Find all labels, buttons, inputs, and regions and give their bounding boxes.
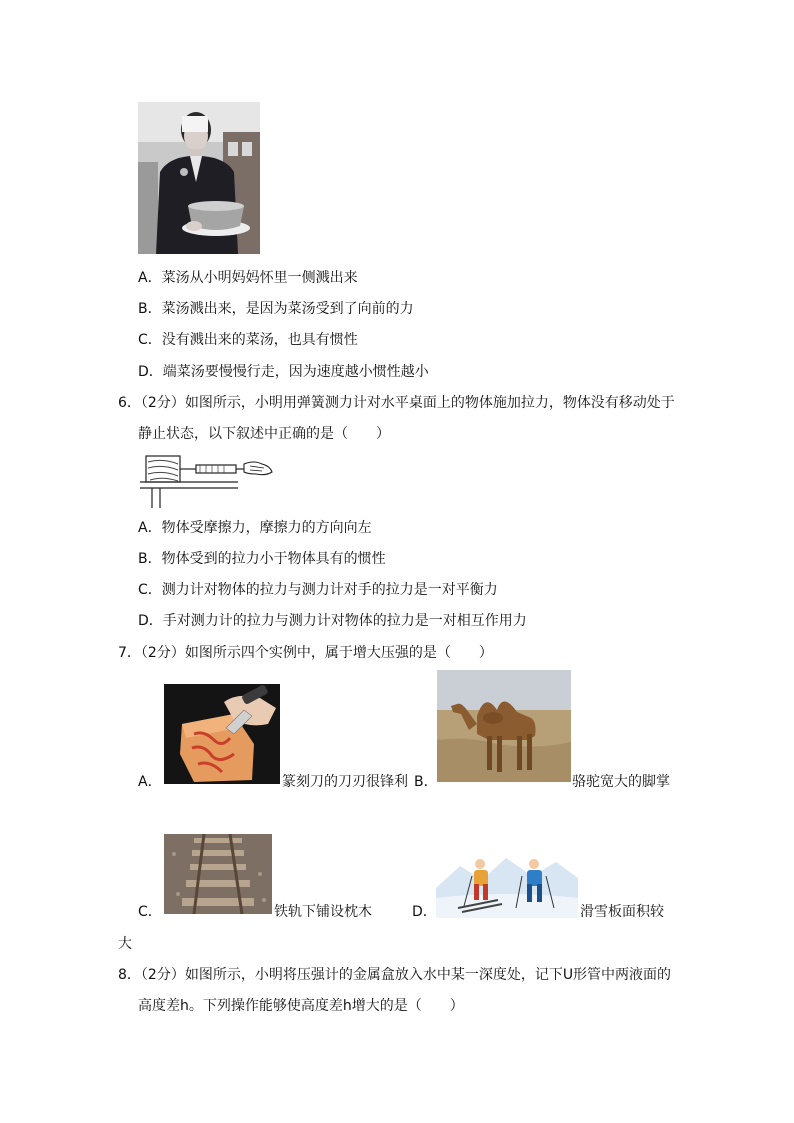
q7-a-letter: A． (138, 774, 162, 790)
q7-stem: 7．（2分）如图所示四个实例中，属于增大压强的是（ ） (118, 645, 493, 661)
skiers-illustration (436, 848, 578, 918)
q5-option-b: B．菜汤溅出来，是因为菜汤受到了向前的力 (138, 301, 414, 317)
q7-d-caption-part2: 大 (118, 936, 132, 952)
q6-stem-line2: 静止状态，以下叙述中正确的是（ ） (138, 426, 390, 442)
q5-option-c: C．没有溅出来的菜汤，也具有惯性 (138, 332, 358, 348)
q7-a-caption: 篆刻刀的刀刃很锋利 (282, 774, 408, 790)
railway-track-photo (164, 834, 272, 914)
q7-d-caption-part1: 滑雪板面积较 (580, 904, 664, 920)
seal-carving-photo (164, 684, 280, 784)
q7-b-letter: B． (414, 774, 438, 790)
q8-stem-line1: 8．（2分）如图所示，小明将压强计的金属盒放入水中某一深度处，记下U形管中两液面的 (118, 967, 672, 983)
q6-option-c: C．测力计对物体的拉力与测力计对手的拉力是一对平衡力 (138, 582, 498, 598)
q6-option-d: D．手对测力计的拉力与测力计对物体的拉力是一对相互作用力 (138, 613, 527, 629)
q7-c-letter: C． (138, 904, 162, 920)
camel-photo (437, 670, 571, 782)
spring-scale-diagram (138, 452, 278, 510)
q6-stem-line1: 6．（2分）如图所示，小明用弹簧测力计对水平桌面上的物体施加拉力，物体没有移动处于 (118, 395, 675, 411)
q6-option-b: B．物体受到的拉力小于物体具有的惯性 (138, 551, 386, 567)
q6-option-a: A．物体受摩擦力，摩擦力的方向向左 (138, 520, 372, 536)
q7-d-letter: D． (412, 904, 437, 920)
q8-stem-line2: 高度差h。下列操作能够使高度差h增大的是（ ） (138, 998, 464, 1014)
q5-option-d: D．端菜汤要慢慢行走，因为速度越小惯性越小 (138, 364, 429, 380)
q5-option-a: A．菜汤从小明妈妈怀里一侧溅出来 (138, 270, 358, 286)
q7-b-caption: 骆驼宽大的脚掌 (572, 774, 670, 790)
woman-soup-photo (138, 102, 260, 254)
q7-c-caption: 铁轨下铺设枕木 (274, 904, 372, 920)
